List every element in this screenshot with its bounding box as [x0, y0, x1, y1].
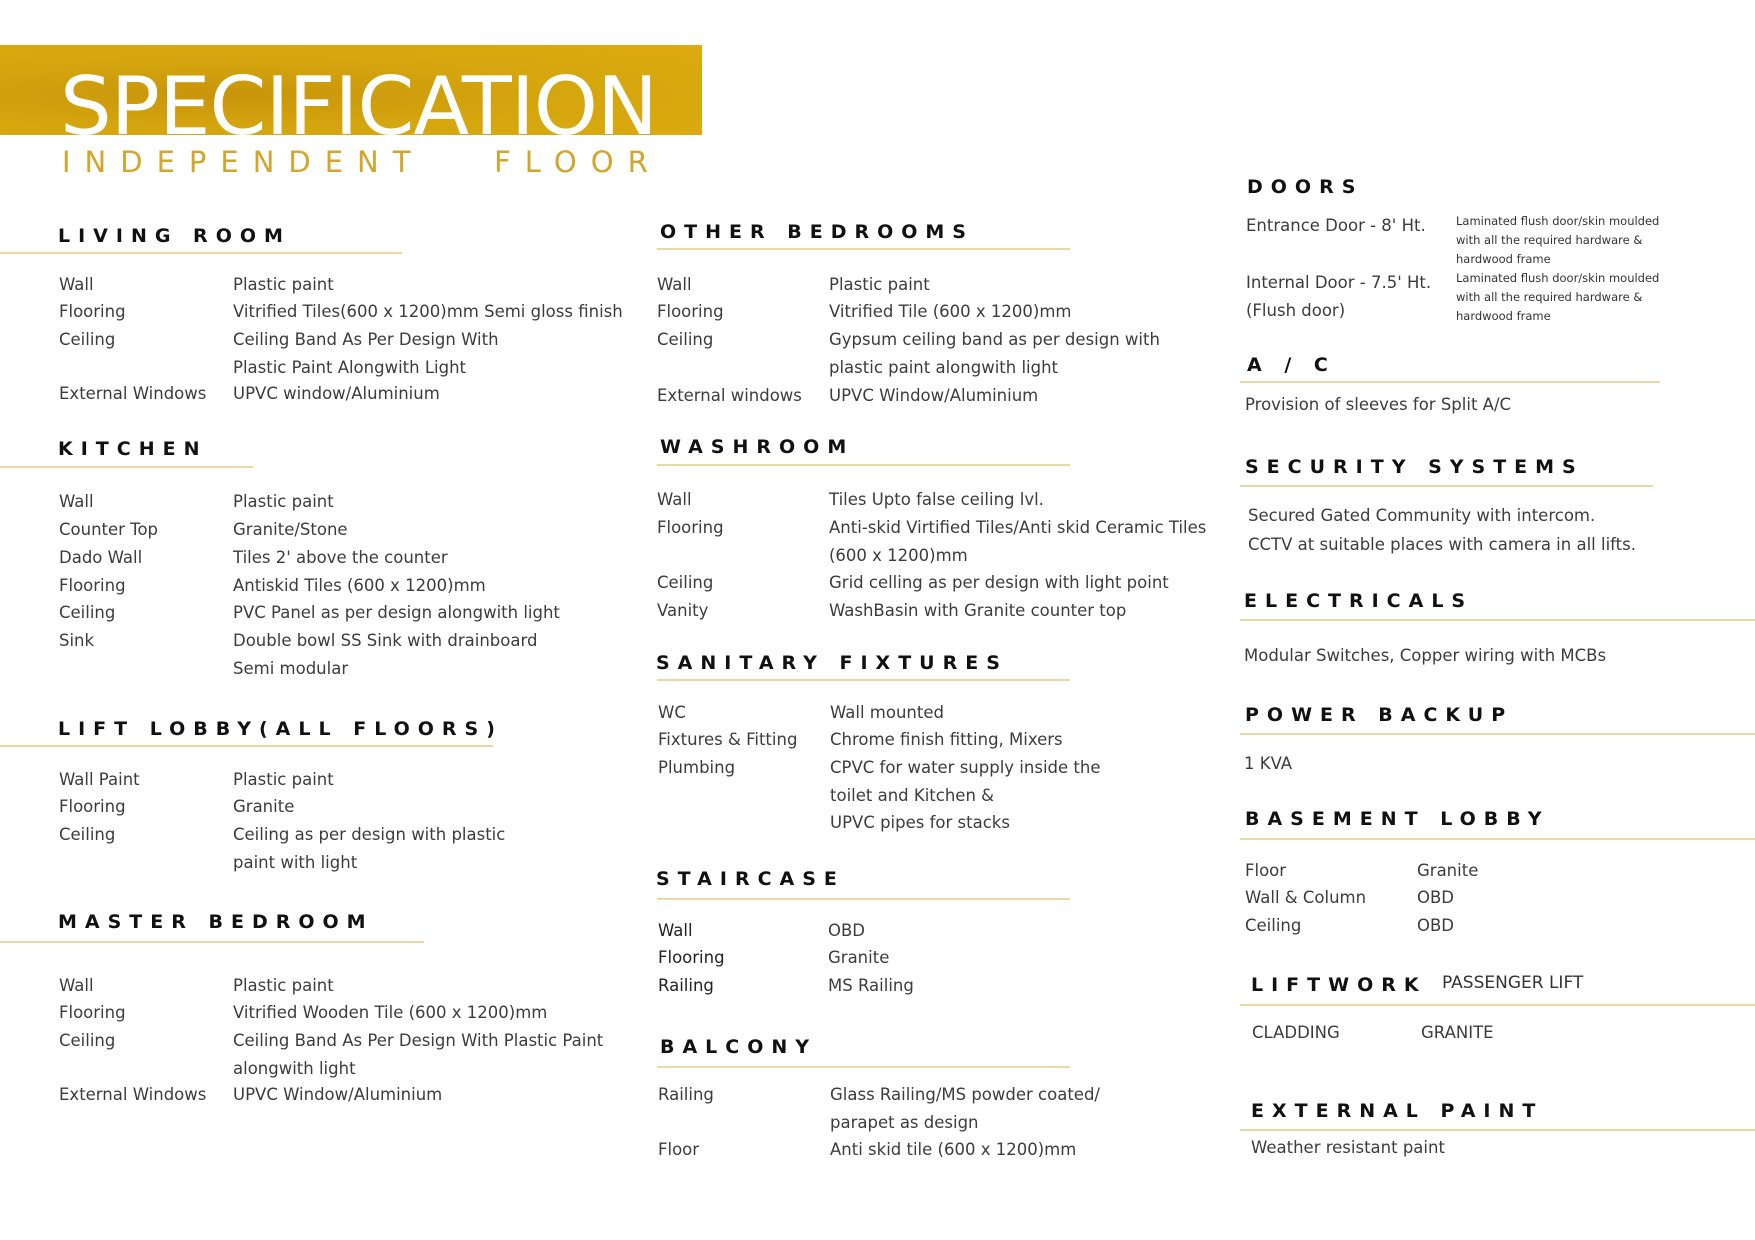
security-line-1: Secured Gated Community with intercom.: [1248, 506, 1596, 525]
spec-label: [59, 631, 94, 659]
section-heading: SANITARY FIXTURES: [656, 652, 1008, 674]
section-heading: LIFT LOBBY(ALL FLOORS): [58, 718, 503, 740]
spec-value-line: with all the required hardware &: [1456, 290, 1643, 304]
electricals-text: Modular Switches, Copper wiring with MCBs: [1244, 646, 1607, 665]
spec-label-line: Wall: [59, 976, 94, 995]
spec-label: [657, 386, 802, 414]
spec-value: [829, 330, 1160, 385]
section-divider: [657, 248, 1070, 250]
security-line-2: CCTV at suitable places with camera in all lifts.: [1248, 535, 1636, 554]
spec-value: [233, 770, 334, 798]
spec-value-line: Laminated flush door/skin moulded: [1456, 214, 1660, 228]
section-divider: [657, 464, 1070, 466]
spec-value: [1417, 861, 1478, 889]
spec-label: [657, 490, 692, 518]
section-other-bedrooms: [660, 221, 974, 243]
spec-label: [59, 976, 94, 1004]
spec-value-line: Plastic paint: [233, 275, 334, 294]
spec-value-line: plastic paint alongwith light: [829, 357, 1059, 377]
spec-value: [829, 275, 930, 303]
spec-value-line: with all the required hardware &: [1456, 233, 1643, 247]
spec-value: [233, 825, 505, 880]
spec-label-line: Ceiling: [657, 330, 714, 349]
spec-value: [233, 631, 537, 686]
spec-label: [59, 1003, 126, 1031]
spec-label-line: WC: [658, 703, 686, 722]
spec-value-line: Tiles Upto false ceiling lvl.: [829, 490, 1044, 509]
spec-value: [233, 576, 486, 604]
power-backup-text: 1 KVA: [1244, 754, 1293, 773]
spec-label: [1245, 916, 1301, 944]
section-divider: [1240, 485, 1653, 487]
spec-value-line: OBD: [1417, 916, 1455, 935]
spec-label: [658, 703, 686, 731]
section-sanitary-fixtures: [656, 652, 1008, 674]
section-lift-lobby: [58, 718, 503, 740]
spec-label: [1245, 861, 1286, 889]
section-heading: BALCONY: [660, 1036, 818, 1058]
section-heading: ELECTRICALS: [1244, 590, 1474, 612]
spec-label-line: Sink: [59, 631, 95, 650]
section-divider: [657, 1066, 1070, 1068]
spec-value-line: OBD: [1417, 888, 1455, 907]
section-basement-lobby: [1245, 808, 1549, 830]
spec-value-line: Gypsum ceiling band as per design with: [829, 330, 1160, 349]
section-living-room: [58, 225, 291, 247]
spec-value-line: Grid celling as per design with light point: [829, 573, 1169, 592]
spec-value-line: UPVC window/Aluminium: [233, 384, 440, 403]
spec-value: [830, 1085, 1100, 1140]
spec-value-line: Anti-skid Virtified Tiles/Anti skid Ceramic Tiles: [829, 518, 1207, 537]
spec-label-line: Flooring: [657, 302, 724, 321]
spec-label: [59, 576, 126, 604]
spec-value: [233, 548, 448, 576]
spec-value: [233, 330, 499, 385]
spec-value: [829, 302, 1072, 330]
spec-label: [657, 601, 708, 629]
section-heading: LIVING ROOM: [58, 225, 291, 247]
spec-value-line: Granite: [233, 797, 295, 816]
spec-label-line: Ceiling: [59, 330, 116, 349]
section-heading: A / C: [1247, 354, 1336, 376]
spec-label-line: Wall: [657, 275, 692, 294]
spec-value: [233, 302, 623, 330]
spec-value: [830, 758, 1100, 841]
spec-label-line: Floor: [1245, 861, 1287, 880]
spec-value-line: toilet and Kitchen &: [830, 785, 995, 805]
spec-value-line: hardwood frame: [1456, 252, 1551, 266]
spec-label: [658, 948, 725, 976]
spec-value: [233, 275, 334, 303]
spec-label-line: Wall & Column: [1245, 888, 1367, 907]
spec-label: [59, 1085, 206, 1113]
spec-value-line: Plastic Paint Alongwith Light: [233, 357, 467, 377]
spec-value-line: Tiles 2' above the counter: [233, 548, 448, 567]
section-divider: [1240, 1129, 1755, 1131]
section-external-paint: [1251, 1100, 1543, 1122]
spec-value-line: Wall mounted: [830, 703, 944, 722]
spec-label: [59, 384, 206, 412]
section-divider: [1240, 733, 1755, 735]
spec-value-line: Ceiling Band As Per Design With: [233, 330, 499, 349]
spec-label-line: Fixtures & Fitting: [658, 730, 798, 749]
spec-value-line: CPVC for water supply inside the: [830, 758, 1101, 777]
spec-value: [830, 1140, 1076, 1168]
spec-value: [829, 518, 1206, 573]
spec-label: [657, 275, 692, 303]
spec-value: [233, 1031, 603, 1086]
section-security-systems: [1245, 456, 1584, 478]
spec-label-line: Wall: [658, 921, 693, 940]
spec-value-line: Plastic paint: [233, 770, 334, 789]
spec-value-line: Double bowl SS Sink with drainboard: [233, 631, 538, 650]
section-divider: [1240, 838, 1755, 840]
cladding-value: GRANITE: [1421, 1023, 1494, 1042]
spec-label-line: External Windows: [59, 1085, 207, 1104]
spec-label-line: Wall: [59, 275, 94, 294]
spec-label: [658, 730, 797, 758]
external-paint-text: Weather resistant paint: [1251, 1138, 1445, 1157]
spec-value-line: Granite: [1417, 861, 1479, 880]
section-staircase: [656, 868, 845, 890]
spec-label-line: Flooring: [657, 518, 724, 537]
section-divider: [1240, 1004, 1755, 1006]
section-heading: OTHER BEDROOMS: [660, 221, 974, 243]
spec-label-line: Ceiling: [657, 573, 714, 592]
spec-label: [657, 302, 724, 330]
spec-value: [233, 520, 348, 548]
spec-label-line: Flooring: [59, 797, 126, 816]
spec-label: [59, 603, 115, 631]
spec-label-line: Floor: [658, 1140, 700, 1159]
section-heading: STAIRCASE: [656, 868, 845, 890]
section-heading: EXTERNAL PAINT: [1251, 1100, 1544, 1122]
spec-value-line: Plastic paint: [829, 275, 930, 294]
spec-value-line: Glass Railing/MS powder coated/: [830, 1085, 1100, 1104]
spec-label-line: Ceiling: [1245, 916, 1302, 935]
section-master-bedroom: [58, 911, 374, 933]
spec-value-line: MS Railing: [828, 976, 914, 995]
spec-label-line: Flooring: [59, 576, 126, 595]
spec-label: [657, 518, 724, 546]
spec-label-line: Wall: [59, 492, 94, 511]
section-washroom: [660, 436, 854, 458]
spec-value-line: UPVC Window/Aluminium: [829, 386, 1039, 405]
page-subtitle: INDEPENDENT FLOOR: [62, 145, 662, 179]
cladding-label: CLADDING: [1252, 1023, 1340, 1042]
spec-label: [59, 548, 142, 576]
spec-value-line: Anti skid tile (600 x 1200)mm: [830, 1140, 1077, 1159]
spec-label: [59, 492, 94, 520]
spec-label: [59, 275, 94, 303]
spec-label-line: Counter Top: [59, 520, 159, 539]
spec-value-line: paint with light: [233, 852, 358, 872]
spec-value-line: Vitrified Tile (600 x 1200)mm: [829, 302, 1072, 321]
spec-label-line: Entrance Door - 8' Ht.: [1246, 216, 1426, 235]
spec-label: [59, 797, 126, 825]
spec-label: [1245, 888, 1366, 916]
spec-label: [658, 1085, 714, 1113]
spec-value: [830, 730, 1063, 758]
section-power-backup: [1245, 704, 1513, 726]
spec-value: [830, 703, 944, 731]
spec-value-line: alongwith light: [233, 1058, 356, 1078]
section-kitchen: [58, 438, 207, 460]
spec-value: [233, 976, 334, 1004]
section-divider: [1240, 381, 1660, 383]
spec-value-line: Plastic paint: [233, 492, 334, 511]
spec-value: [233, 384, 440, 412]
spec-value: [828, 921, 865, 949]
spec-label: [59, 770, 140, 798]
spec-label: [1246, 216, 1426, 244]
spec-label-line: External Windows: [59, 384, 207, 403]
section-divider: [0, 745, 493, 747]
spec-label-line: Ceiling: [59, 603, 116, 622]
section-heading: WASHROOM: [660, 436, 855, 458]
spec-value: [1417, 888, 1454, 916]
spec-value: [829, 573, 1169, 601]
spec-value-line: Semi modular: [233, 658, 349, 678]
page-title: SPECIFICATION: [60, 60, 657, 153]
spec-value-line: UPVC pipes for stacks: [830, 813, 1010, 832]
spec-label: [59, 520, 158, 548]
section-balcony: [660, 1036, 817, 1058]
spec-label: [658, 976, 714, 1004]
spec-label: [59, 302, 126, 330]
spec-label-line: Wall: [657, 490, 692, 509]
spec-value: [828, 948, 889, 976]
spec-value-line: Laminated flush door/skin moulded: [1456, 271, 1660, 285]
spec-value-line: Ceiling Band As Per Design With Plastic Paint: [233, 1031, 604, 1050]
spec-value-line: Antiskid Tiles (600 x 1200)mm: [233, 576, 486, 595]
spec-label-line: External windows: [657, 386, 802, 405]
section-heading: KITCHEN: [58, 438, 208, 460]
spec-label-line: Plumbing: [658, 758, 736, 777]
section-divider: [1240, 619, 1755, 621]
spec-value: [233, 797, 294, 825]
spec-value-line: OBD: [828, 921, 866, 940]
spec-value-line: PVC Panel as per design alongwith light: [233, 603, 560, 622]
spec-value-line: Plastic paint: [233, 976, 334, 995]
section-liftwork: [1251, 974, 1427, 996]
spec-value: [1456, 212, 1659, 269]
spec-value-line: (600 x 1200)mm: [829, 545, 968, 565]
spec-value: [1417, 916, 1454, 944]
liftwork-value: PASSENGER LIFT: [1442, 973, 1584, 993]
spec-value: [233, 1085, 442, 1113]
spec-label: [658, 1140, 699, 1168]
spec-label: [657, 330, 713, 358]
section-doors: [1247, 176, 1363, 198]
spec-value-line: Granite/Stone: [233, 520, 348, 539]
spec-value: [1456, 269, 1659, 326]
section-divider: [0, 252, 402, 254]
spec-value: [233, 603, 560, 631]
spec-label-line: Wall Paint: [59, 770, 140, 789]
spec-value-line: Vitrified Wooden Tile (600 x 1200)mm: [233, 1003, 548, 1022]
section-heading: LIFTWORK: [1251, 974, 1427, 996]
spec-value: [829, 490, 1044, 518]
spec-value-line: Ceiling as per design with plastic: [233, 825, 506, 844]
spec-value-line: Chrome finish fitting, Mixers: [830, 730, 1063, 749]
section-divider: [657, 679, 1070, 681]
section-divider: [0, 466, 253, 468]
spec-value-line: Granite: [828, 948, 890, 967]
section-heading: MASTER BEDROOM: [58, 911, 374, 933]
spec-label-line: (Flush door): [1246, 301, 1346, 320]
spec-value: [829, 601, 1126, 629]
spec-value: [233, 492, 334, 520]
spec-label-line: Flooring: [59, 1003, 126, 1022]
spec-label: [1246, 273, 1431, 329]
spec-value-line: UPVC Window/Aluminium: [233, 1085, 443, 1104]
spec-value-line: WashBasin with Granite counter top: [829, 601, 1127, 620]
spec-label: [59, 1031, 115, 1059]
spec-label: [59, 825, 115, 853]
spec-label-line: Ceiling: [59, 825, 116, 844]
spec-label: [59, 330, 115, 358]
section-divider: [0, 941, 424, 943]
spec-label-line: Dado Wall: [59, 548, 143, 567]
spec-value: [829, 386, 1038, 414]
spec-label-line: Railing: [658, 1085, 714, 1104]
spec-label-line: Railing: [658, 976, 714, 995]
section-heading: SECURITY SYSTEMS: [1245, 456, 1584, 478]
section-divider: [657, 898, 1070, 900]
spec-label-line: Flooring: [59, 302, 126, 321]
spec-value-line: hardwood frame: [1456, 309, 1551, 323]
spec-label: [658, 921, 693, 949]
section-heading: POWER BACKUP: [1245, 704, 1514, 726]
spec-label-line: Vanity: [657, 601, 709, 620]
ac-text: Provision of sleeves for Split A/C: [1245, 395, 1512, 414]
spec-label-line: Flooring: [658, 948, 725, 967]
section-heading: DOORS: [1247, 176, 1364, 198]
spec-value: [828, 976, 914, 1004]
spec-label: [658, 758, 735, 786]
spec-value: [233, 1003, 547, 1031]
spec-label: [657, 573, 713, 601]
section-ac: [1247, 354, 1336, 376]
spec-value-line: parapet as design: [830, 1112, 979, 1132]
section-heading: BASEMENT LOBBY: [1245, 808, 1550, 830]
spec-value-line: Vitrified Tiles(600 x 1200)mm Semi gloss finish: [233, 302, 623, 321]
section-electricals: [1244, 590, 1473, 612]
spec-label-line: Internal Door - 7.5' Ht.: [1246, 273, 1432, 292]
spec-label-line: Ceiling: [59, 1031, 116, 1050]
